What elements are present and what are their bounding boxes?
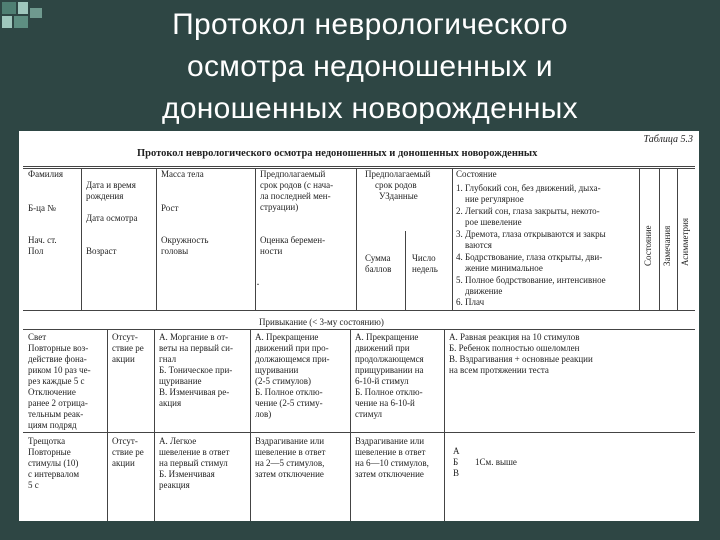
- sum-2: баллов: [365, 264, 392, 274]
- count-1: Число: [412, 253, 436, 263]
- protocol-document-image: Таблица 5.3 Протокол неврологического осмотра недоношенных и доношенных новорожденных Фамилия Б-ца № Нач. ст. Пол Дата и время рождения Дата осмотра Возраст Масса тела Рост Окружность головы Предполагаемый срок родов (с нача- ла последней мен- струации) Оценка беремен- ности · Предполагаемый срок родов УЗданные Сумма баллов Число недель Состояние 1. Глубокий сон, без движений, дыха- ние регулярное 2. Легкий сон, глаза закрыты, некото- рое шевеление 3. Дремота, глаза открываются и закры ваются 4. Бодрствование, глаза открыты, дви- жение минимальное 5. Полное бодрствование, интенсивное движение 6. Плач Состояние Замечания Асимметрия Привыкание (< 3-му состоянию) Свет Повторные воз- действие фона- риком 10 раз че- рез каждые 5 с Отключение ранее 2 отрица- тельным реак- циям подряд Отсут- ствие ре акции А. Моргание в от- веты на первый си- гнал Б. Тоническое при- щуривание В. Изменчивая ре- акция А. Прекращение движений при про- должающемся при- щуривании (2-5 стимулов) Б. Полное отклю- чение (2-5 стиму- лов) А. Прекращение движений при продолжающемся прищуривании на 6-10-й стимул Б. Полное отклю- чение на 6-10-й стимул А. Равная реакция на 10 стимулов Б. Ребенок полностью ошеломлен В. Вздрагивания + основные реакции на всем протяжении теста Трещотка Повторные стимулы (10) с интервалом 5 с Отсут- ствие ре акции А. Легкое шевеление в ответ на первый стимул Б. Изменчивая реакция Вздрагивание или шевеление в ответ на 2—5 стимулов, затем отключение Вздрагивание или шевеление в ответ на 6—10 стимулов, затем отключение А Б В 1См. выше: [19, 131, 699, 521]
- state-3b: ваются: [465, 240, 492, 250]
- corner-decoration: [0, 0, 46, 30]
- sum-1: Сумма: [365, 253, 391, 263]
- title-line-3: доношенных новорожденных: [162, 92, 578, 125]
- state-heading: Состояние: [456, 169, 497, 179]
- state-4b: жение минимальное: [465, 263, 543, 273]
- state-2b: рое шевеление: [465, 217, 522, 227]
- exam-date-label: Дата осмотра: [86, 213, 138, 223]
- vert-remarks: Замечания: [662, 225, 672, 266]
- slide-title: [60, 4, 680, 130]
- pregnancy-1: Оценка беремен-: [260, 235, 326, 245]
- age-label: Возраст: [86, 246, 117, 256]
- state-1b: ние регулярное: [465, 194, 524, 204]
- born-label-2: Пол: [28, 246, 44, 256]
- state-5b: движение: [465, 286, 503, 296]
- datetime-label-2: рождения: [86, 191, 124, 201]
- pregnancy-2: ности: [260, 246, 283, 256]
- expected-4: струации): [260, 202, 299, 212]
- expected2-3: УЗданные: [379, 191, 418, 201]
- state-4: 4. Бодрствование, глаза открыты, дви-: [456, 252, 603, 262]
- state-3: 3. Дремота, глаза открываются и закры: [456, 229, 606, 239]
- document-heading: Протокол неврологического осмотра недоношенных и доношенных новорожденных: [137, 148, 538, 159]
- expected-3: ла последней мен-: [260, 191, 331, 201]
- expected2-2: срок родов: [375, 180, 417, 190]
- head-label-2: головы: [161, 246, 189, 256]
- expected2-1: Предполагаемый: [365, 169, 431, 179]
- vert-asymmetry: Асимметрия: [680, 218, 690, 266]
- state-1: 1. Глубокий сон, без движений, дыха-: [456, 183, 601, 193]
- state-2: 2. Легкий сон, глаза закрыты, некото-: [456, 206, 600, 216]
- weight-label: Масса тела: [161, 169, 204, 179]
- expected-1: Предполагаемый: [260, 169, 326, 179]
- count-2: недель: [412, 264, 438, 274]
- vert-state: Состояние: [643, 225, 653, 266]
- state-5: 5. Полное бодрствование, интенсивное: [456, 275, 606, 285]
- state-6: 6. Плач: [456, 297, 485, 307]
- title-line-2: осмотра недоношенных и: [187, 50, 553, 83]
- bed-label: Б-ца №: [28, 203, 56, 213]
- head-label-1: Окружность: [161, 235, 209, 245]
- datetime-label-1: Дата и время: [86, 180, 136, 190]
- expected-2: срок родов (с нача-: [260, 180, 334, 190]
- habituation-heading: Привыкание (< 3-му состоянию): [259, 317, 384, 327]
- table-number: Таблица 5.3: [643, 134, 693, 145]
- height-label: Рост: [161, 203, 179, 213]
- title-line-1: Протокол неврологического: [172, 8, 568, 41]
- born-label-1: Нач. ст.: [28, 235, 57, 245]
- surname-label: Фамилия: [28, 169, 64, 179]
